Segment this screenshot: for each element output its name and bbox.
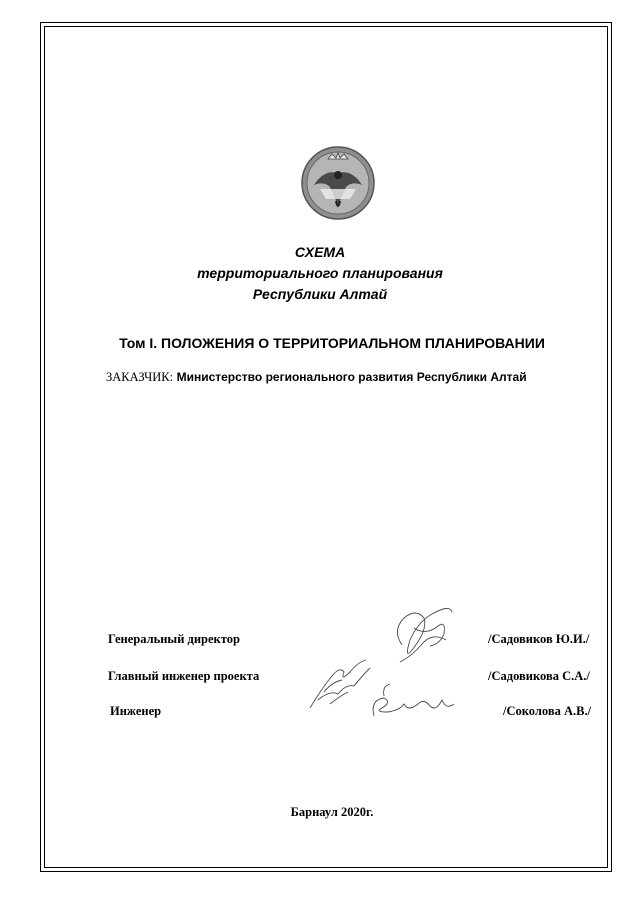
customer-line (106, 370, 527, 385)
signatory-role: Генеральный директор (108, 632, 240, 646)
place-and-year: Барнаул 2020г. (290, 805, 374, 819)
signatory-role: Главный инженер проекта (108, 669, 260, 683)
volume-heading: Том I. ПОЛОЖЕНИЯ О ТЕРРИТОРИАЛЬНОМ ПЛАНИРОВАНИИ (119, 335, 545, 351)
scheme-subtitle: территориального планирования (197, 265, 443, 281)
customer-label: ЗАКАЗЧИК: (106, 370, 174, 384)
signatory-role: Инженер (110, 704, 162, 718)
scheme-title: СХЕМА (294, 244, 346, 260)
customer-value: Министерство регионального развития Республики Алтай (176, 370, 527, 384)
handwritten-signatures (300, 600, 470, 720)
coat-of-arms-icon (300, 145, 376, 221)
scheme-region: Республики Алтай (252, 286, 388, 302)
